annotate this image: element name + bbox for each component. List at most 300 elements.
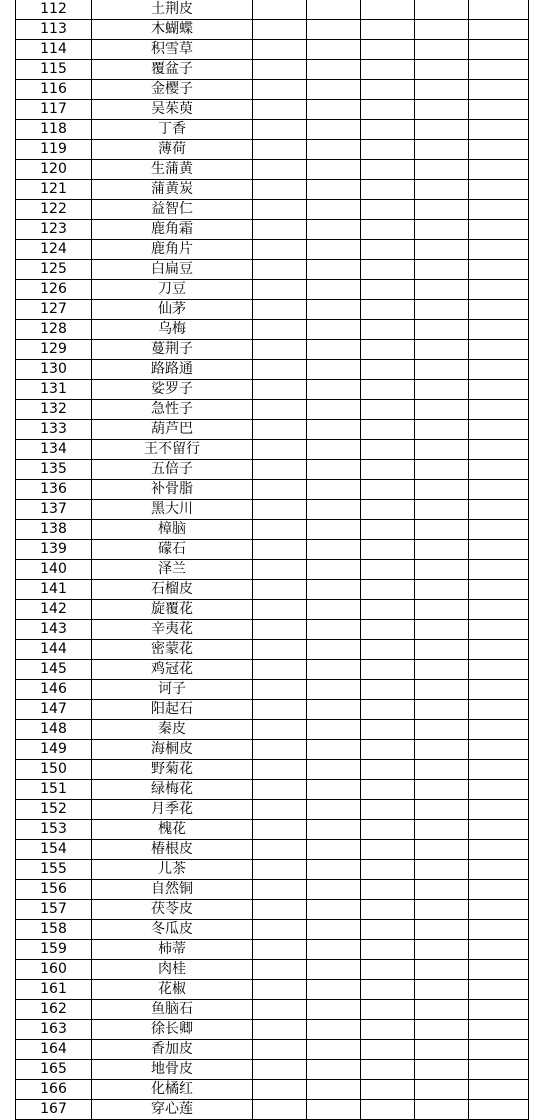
empty-cell [361, 740, 415, 760]
empty-cell [469, 880, 529, 900]
table-row [16, 120, 529, 140]
empty-cell [307, 300, 361, 320]
table-row [16, 80, 529, 100]
herb-name-cell: 吴茱萸 [92, 100, 253, 120]
table-row [16, 1080, 529, 1100]
empty-cell [361, 580, 415, 600]
herb-name-cell: 泽兰 [92, 560, 253, 580]
empty-cell [253, 380, 307, 400]
empty-cell [253, 300, 307, 320]
empty-cell [361, 920, 415, 940]
herb-name-cell: 鱼脑石 [92, 1000, 253, 1020]
table-row [16, 360, 529, 380]
empty-cell [469, 960, 529, 980]
empty-cell [253, 160, 307, 180]
herb-name-cell: 仙茅 [92, 300, 253, 320]
empty-cell [253, 440, 307, 460]
empty-cell [415, 840, 469, 860]
row-number-cell: 135 [16, 460, 92, 480]
row-number-cell: 132 [16, 400, 92, 420]
empty-cell [253, 640, 307, 660]
table-row [16, 980, 529, 1000]
empty-cell [361, 100, 415, 120]
empty-cell [469, 800, 529, 820]
row-number-cell: 119 [16, 140, 92, 160]
empty-cell [469, 460, 529, 480]
row-number-cell: 133 [16, 420, 92, 440]
herb-name-cell: 木蝴蝶 [92, 20, 253, 40]
herb-name-cell: 黑大川 [92, 500, 253, 520]
table-row [16, 720, 529, 740]
empty-cell [469, 300, 529, 320]
empty-cell [415, 620, 469, 640]
row-number-cell: 165 [16, 1060, 92, 1080]
empty-cell [415, 640, 469, 660]
table-row [16, 380, 529, 400]
empty-cell [307, 520, 361, 540]
empty-cell [361, 240, 415, 260]
empty-cell [307, 400, 361, 420]
empty-cell [469, 100, 529, 120]
empty-cell [361, 520, 415, 540]
empty-cell [307, 780, 361, 800]
empty-cell [415, 960, 469, 980]
empty-cell [307, 660, 361, 680]
table-row [16, 600, 529, 620]
empty-cell [361, 380, 415, 400]
empty-cell [469, 680, 529, 700]
row-number-cell: 141 [16, 580, 92, 600]
empty-cell [307, 940, 361, 960]
empty-cell [307, 120, 361, 140]
table-row [16, 500, 529, 520]
herb-name-cell: 徐长卿 [92, 1020, 253, 1040]
herb-name-cell: 绿梅花 [92, 780, 253, 800]
empty-cell [253, 20, 307, 40]
empty-cell [253, 600, 307, 620]
table-row [16, 520, 529, 540]
empty-cell [361, 80, 415, 100]
empty-cell [469, 120, 529, 140]
empty-cell [415, 100, 469, 120]
empty-cell [253, 580, 307, 600]
herb-name-cell: 覆盆子 [92, 60, 253, 80]
empty-cell [361, 160, 415, 180]
table-row [16, 800, 529, 820]
empty-cell [253, 140, 307, 160]
empty-cell [307, 440, 361, 460]
empty-cell [361, 280, 415, 300]
empty-cell [307, 240, 361, 260]
empty-cell [307, 20, 361, 40]
empty-cell [469, 360, 529, 380]
herb-name-cell: 冬瓜皮 [92, 920, 253, 940]
empty-cell [361, 0, 415, 20]
empty-cell [361, 120, 415, 140]
empty-cell [469, 540, 529, 560]
table-row [16, 160, 529, 180]
table-row [16, 460, 529, 480]
empty-cell [253, 680, 307, 700]
empty-cell [307, 960, 361, 980]
empty-cell [415, 700, 469, 720]
empty-cell [415, 180, 469, 200]
empty-cell [307, 220, 361, 240]
empty-cell [253, 1100, 307, 1120]
empty-cell [307, 480, 361, 500]
empty-cell [415, 600, 469, 620]
empty-cell [415, 480, 469, 500]
empty-cell [415, 800, 469, 820]
empty-cell [253, 760, 307, 780]
empty-cell [361, 1040, 415, 1060]
empty-cell [253, 920, 307, 940]
empty-cell [253, 740, 307, 760]
empty-cell [469, 380, 529, 400]
row-number-cell: 155 [16, 860, 92, 880]
herb-name-cell: 旋覆花 [92, 600, 253, 620]
row-number-cell: 159 [16, 940, 92, 960]
herb-name-cell: 槐花 [92, 820, 253, 840]
empty-cell [361, 360, 415, 380]
empty-cell [469, 660, 529, 680]
empty-cell [253, 800, 307, 820]
empty-cell [361, 1080, 415, 1100]
herb-name-cell: 地骨皮 [92, 1060, 253, 1080]
empty-cell [415, 980, 469, 1000]
empty-cell [469, 780, 529, 800]
row-number-cell: 151 [16, 780, 92, 800]
empty-cell [415, 1060, 469, 1080]
empty-cell [307, 560, 361, 580]
row-number-cell: 152 [16, 800, 92, 820]
row-number-cell: 115 [16, 60, 92, 80]
empty-cell [469, 920, 529, 940]
row-number-cell: 136 [16, 480, 92, 500]
table-row [16, 320, 529, 340]
empty-cell [415, 140, 469, 160]
empty-cell [307, 160, 361, 180]
herb-table [15, 0, 529, 1120]
empty-cell [307, 540, 361, 560]
empty-cell [361, 680, 415, 700]
empty-cell [415, 1100, 469, 1120]
herb-name-cell: 丁香 [92, 120, 253, 140]
empty-cell [253, 940, 307, 960]
herb-name-cell: 蔓荆子 [92, 340, 253, 360]
empty-cell [307, 820, 361, 840]
empty-cell [415, 900, 469, 920]
empty-cell [361, 940, 415, 960]
empty-cell [253, 840, 307, 860]
empty-cell [361, 840, 415, 860]
empty-cell [253, 520, 307, 540]
empty-cell [253, 720, 307, 740]
table-row [16, 60, 529, 80]
herb-name-cell: 茯苓皮 [92, 900, 253, 920]
empty-cell [415, 1000, 469, 1020]
empty-cell [469, 240, 529, 260]
empty-cell [415, 60, 469, 80]
row-number-cell: 138 [16, 520, 92, 540]
table-row [16, 200, 529, 220]
row-number-cell: 163 [16, 1020, 92, 1040]
empty-cell [253, 700, 307, 720]
herb-name-cell: 香加皮 [92, 1040, 253, 1060]
empty-cell [415, 560, 469, 580]
table-row [16, 1060, 529, 1080]
empty-cell [253, 0, 307, 20]
table-row [16, 240, 529, 260]
table-row [16, 920, 529, 940]
empty-cell [361, 60, 415, 80]
empty-cell [469, 1080, 529, 1100]
table-row [16, 940, 529, 960]
empty-cell [307, 40, 361, 60]
empty-cell [361, 400, 415, 420]
empty-cell [469, 160, 529, 180]
empty-cell [253, 420, 307, 440]
empty-cell [415, 580, 469, 600]
empty-cell [415, 1040, 469, 1060]
empty-cell [307, 580, 361, 600]
herb-name-cell: 礞石 [92, 540, 253, 560]
row-number-cell: 134 [16, 440, 92, 460]
empty-cell [253, 220, 307, 240]
row-number-cell: 158 [16, 920, 92, 940]
empty-cell [361, 340, 415, 360]
empty-cell [253, 340, 307, 360]
row-number-cell: 147 [16, 700, 92, 720]
empty-cell [415, 400, 469, 420]
empty-cell [361, 720, 415, 740]
empty-cell [415, 220, 469, 240]
empty-cell [415, 300, 469, 320]
row-number-cell: 122 [16, 200, 92, 220]
empty-cell [415, 540, 469, 560]
empty-cell [415, 320, 469, 340]
empty-cell [253, 280, 307, 300]
herb-name-cell: 金樱子 [92, 80, 253, 100]
empty-cell [415, 360, 469, 380]
empty-cell [307, 380, 361, 400]
empty-cell [415, 0, 469, 20]
empty-cell [469, 940, 529, 960]
empty-cell [469, 400, 529, 420]
table-row [16, 1000, 529, 1020]
table-row [16, 400, 529, 420]
empty-cell [361, 560, 415, 580]
empty-cell [253, 620, 307, 640]
herb-name-cell: 密蒙花 [92, 640, 253, 660]
row-number-cell: 156 [16, 880, 92, 900]
row-number-cell: 130 [16, 360, 92, 380]
empty-cell [361, 780, 415, 800]
empty-cell [307, 1020, 361, 1040]
herb-name-cell: 阳起石 [92, 700, 253, 720]
empty-cell [361, 460, 415, 480]
empty-cell [469, 760, 529, 780]
row-number-cell: 144 [16, 640, 92, 660]
row-number-cell: 161 [16, 980, 92, 1000]
table-row [16, 680, 529, 700]
empty-cell [415, 160, 469, 180]
empty-cell [415, 920, 469, 940]
empty-cell [415, 500, 469, 520]
herb-name-cell: 王不留行 [92, 440, 253, 460]
herb-name-cell: 诃子 [92, 680, 253, 700]
empty-cell [469, 80, 529, 100]
herb-name-cell: 薄荷 [92, 140, 253, 160]
row-number-cell: 148 [16, 720, 92, 740]
empty-cell [253, 400, 307, 420]
empty-cell [253, 460, 307, 480]
empty-cell [253, 860, 307, 880]
empty-cell [307, 700, 361, 720]
herb-name-cell: 鸡冠花 [92, 660, 253, 680]
row-number-cell: 150 [16, 760, 92, 780]
empty-cell [415, 200, 469, 220]
empty-cell [469, 1040, 529, 1060]
empty-cell [307, 620, 361, 640]
empty-cell [469, 140, 529, 160]
herb-name-cell: 化橘红 [92, 1080, 253, 1100]
empty-cell [415, 780, 469, 800]
table-row [16, 880, 529, 900]
empty-cell [253, 1080, 307, 1100]
table-row [16, 740, 529, 760]
table-row [16, 1040, 529, 1060]
empty-cell [307, 600, 361, 620]
empty-cell [415, 260, 469, 280]
row-number-cell: 142 [16, 600, 92, 620]
empty-cell [307, 880, 361, 900]
empty-cell [469, 840, 529, 860]
empty-cell [361, 140, 415, 160]
table-row [16, 760, 529, 780]
row-number-cell: 128 [16, 320, 92, 340]
empty-cell [307, 0, 361, 20]
empty-cell [361, 1020, 415, 1040]
table-row [16, 180, 529, 200]
row-number-cell: 137 [16, 500, 92, 520]
herb-name-cell: 刀豆 [92, 280, 253, 300]
table-row [16, 540, 529, 560]
herb-name-cell: 自然铜 [92, 880, 253, 900]
empty-cell [361, 320, 415, 340]
empty-cell [253, 1060, 307, 1080]
empty-cell [307, 860, 361, 880]
row-number-cell: 114 [16, 40, 92, 60]
row-number-cell: 146 [16, 680, 92, 700]
empty-cell [415, 880, 469, 900]
herb-name-cell: 野菊花 [92, 760, 253, 780]
table-row [16, 440, 529, 460]
empty-cell [469, 0, 529, 20]
empty-cell [469, 1100, 529, 1120]
empty-cell [307, 1040, 361, 1060]
empty-cell [253, 360, 307, 380]
empty-cell [415, 1080, 469, 1100]
empty-cell [361, 700, 415, 720]
empty-cell [361, 540, 415, 560]
empty-cell [361, 860, 415, 880]
empty-cell [415, 740, 469, 760]
empty-cell [361, 300, 415, 320]
empty-cell [415, 1020, 469, 1040]
row-number-cell: 157 [16, 900, 92, 920]
empty-cell [307, 1000, 361, 1020]
empty-cell [307, 500, 361, 520]
row-number-cell: 160 [16, 960, 92, 980]
herb-name-cell: 石榴皮 [92, 580, 253, 600]
empty-cell [253, 80, 307, 100]
table-row [16, 420, 529, 440]
empty-cell [469, 20, 529, 40]
row-number-cell: 153 [16, 820, 92, 840]
empty-cell [307, 420, 361, 440]
empty-cell [307, 100, 361, 120]
empty-cell [361, 820, 415, 840]
herb-name-cell: 土荆皮 [92, 0, 253, 20]
herb-name-cell: 月季花 [92, 800, 253, 820]
empty-cell [307, 920, 361, 940]
empty-cell [469, 200, 529, 220]
table-row [16, 640, 529, 660]
table-row [16, 780, 529, 800]
empty-cell [307, 740, 361, 760]
table-row [16, 40, 529, 60]
herb-name-cell: 生蒲黄 [92, 160, 253, 180]
empty-cell [469, 980, 529, 1000]
empty-cell [361, 180, 415, 200]
row-number-cell: 126 [16, 280, 92, 300]
empty-cell [307, 340, 361, 360]
table-row [16, 560, 529, 580]
empty-cell [361, 420, 415, 440]
empty-cell [307, 900, 361, 920]
herb-name-cell: 急性子 [92, 400, 253, 420]
herb-name-cell: 海桐皮 [92, 740, 253, 760]
herb-name-cell: 秦皮 [92, 720, 253, 740]
empty-cell [469, 500, 529, 520]
herb-name-cell: 儿茶 [92, 860, 253, 880]
empty-cell [469, 700, 529, 720]
empty-cell [307, 460, 361, 480]
herb-name-cell: 积雪草 [92, 40, 253, 60]
row-number-cell: 143 [16, 620, 92, 640]
empty-cell [415, 940, 469, 960]
herb-name-cell: 辛夷花 [92, 620, 253, 640]
empty-cell [469, 820, 529, 840]
empty-cell [361, 1000, 415, 1020]
table-row [16, 280, 529, 300]
herb-name-cell: 鹿角片 [92, 240, 253, 260]
empty-cell [361, 760, 415, 780]
herb-table-body [16, 0, 529, 1120]
empty-cell [361, 40, 415, 60]
empty-cell [469, 600, 529, 620]
empty-cell [307, 680, 361, 700]
table-row [16, 960, 529, 980]
empty-cell [307, 140, 361, 160]
empty-cell [253, 540, 307, 560]
empty-cell [307, 980, 361, 1000]
table-row [16, 1020, 529, 1040]
empty-cell [253, 1000, 307, 1020]
table-row [16, 0, 529, 20]
empty-cell [469, 720, 529, 740]
